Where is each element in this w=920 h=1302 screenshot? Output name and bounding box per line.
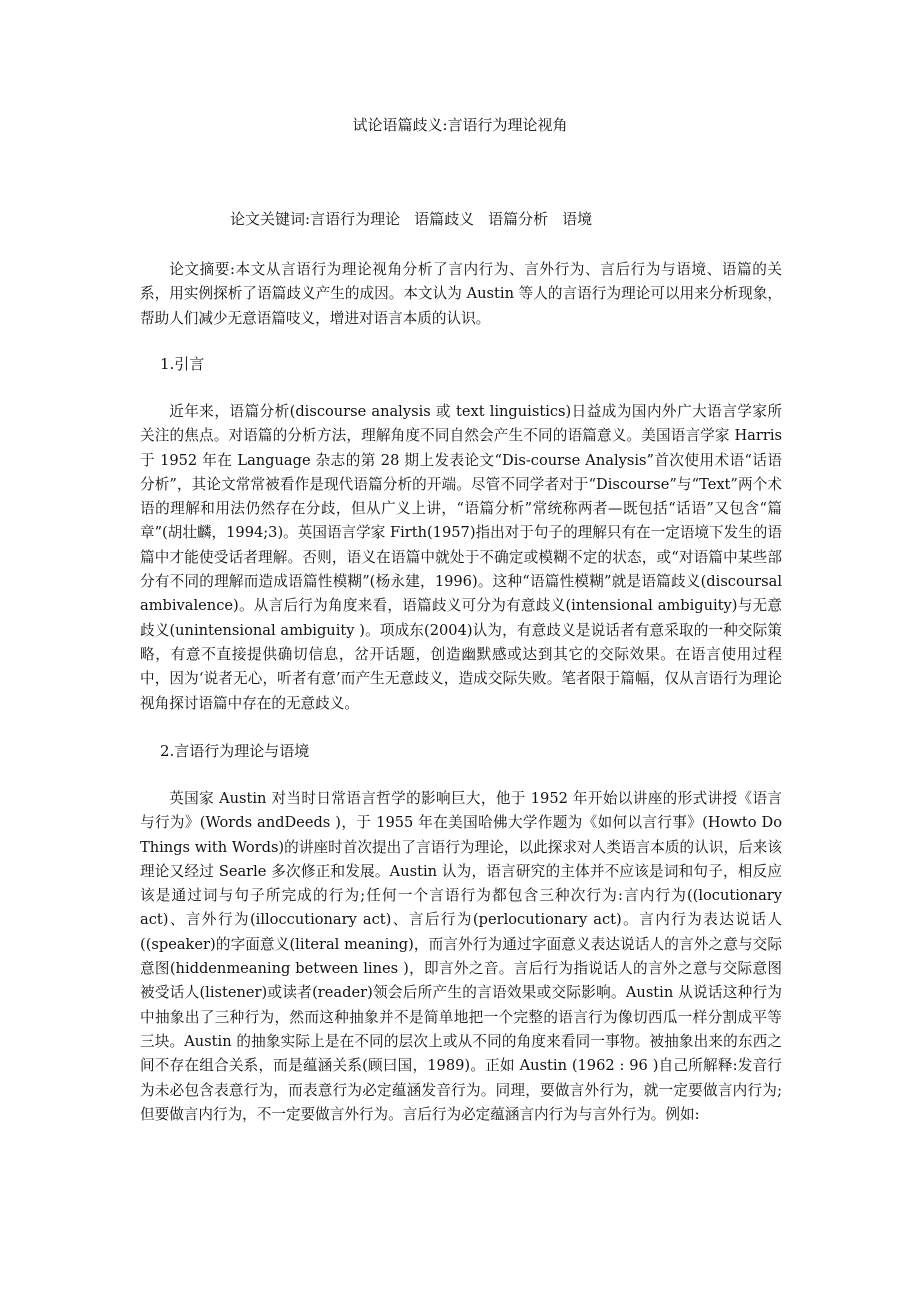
body-paragraph: 英国家 Austin 对当时日常语言哲学的影响巨大，他于 1952 年开始以讲座的形式讲授《语言与行为》(Words andDeeds )，于 1955 年在美国哈佛大学作题为《如何以言行事》(Howto Do Things with Words)的讲座时首次提出了言语行为理论，以此探求对人类语言本质的认识，后来该理论又经过 Searle 多次修正和发展。Austin 认为，语言研究的主体并不应该是词和句子，相反应该是通过词与句子所完成的行为;任何一个言语行为都包含三种次行为:言内行为((locutionary act)、言外行为(illoccutionary act)、言后行为(perlocutionary act)。言内行为表达说话人((speaker)的字面意义(literal meaning)，而言外行为通过字面意义表达说话人的言外之意与交际意图(hiddenmeaning between lines )，即言外之音。言后行为指说话人的言外之意与交际意图被受话人(listener)或读者(reader)领会后所产生的言语效果或交际影响。Austin 从说话这种行为中抽象出了三种行为，然而这种抽象并不是简单地把一个完整的语言行为像切西瓜一样分割成平等三块。Austin 的抽象实际上是在不同的层次上或从不同的角度来看同一事物。被抽象出来的东西之间不存在组合关系，而是蕴涵关系(顾曰国，1989)。正如 Austin (1962 : 96 )自己所解释:发音行为未必包含表意行为，而表意行为必定蕴涵发音行为。同理，要做言外行为，就一定要做言内行为;但要做言内行为，不一定要做言外行为。言后行为必定蕴涵言内行为与言外行为。例如: — [140, 790, 782, 1123]
keyword: 语篇分析 — [488, 210, 549, 228]
keyword: 语篇歧义 — [414, 210, 475, 228]
section-heading: 2.言语行为理论与语境 — [160, 742, 310, 760]
keywords-label: 论文关键词: — [230, 210, 311, 228]
paper-title: 试论语篇歧义:言语行为理论视角 — [352, 116, 568, 134]
keyword: 语境 — [562, 210, 593, 228]
keywords-line — [230, 207, 592, 231]
body-paragraph: 近年来，语篇分析(discourse analysis 或 text linguistics)日益成为国内外广大语言学家所关注的焦点。对语篇的分析方法，理解角度不同自然会产生不同的语篇意义。美国语言学家 Harris 于 1952 年在 Language 杂志的第 28 期上发表论文“Dis-course Analysis”首次使用术语“话语分析”，其论文常常被看作是现代语篇分析的开端。尽管不同学者对于“Discourse”与“Text”两个术语的理解和用法仍然存在分歧，但从广义上讲，“语篇分析”常统称两者—既包括“话语”又包含“篇章”(胡壮麟，1994;3)。英国语言学家 Firth(1957)指出对于句子的理解只有在一定语境下发生的语篇中才能使受话者理解。否则，语义在语篇中就处于不确定或模糊不定的状态，或“对语篇中某些部分有不同的理解而造成语篇性模糊”(杨永建，1996)。这种“语篇性模糊”就是语篇歧义(discoursal ambivalence)。从言后行为角度来看，语篇歧义可分为有意歧义(intensional ambiguity)与无意歧义(unintensional ambiguity )。项成东(2004)认为，有意歧义是说话者有意采取的一种交际策略，有意不直接提供确切信息，岔开话题，创造幽默感或达到其它的交际效果。在语言使用过程中，因为‘说者无心，听者有意’而产生无意歧义，造成交际失败。笔者限于篇幅，仅从言语行为理论视角探讨语篇中存在的无意歧义。 — [140, 403, 782, 712]
abstract-paragraph: 论文摘要:本文从言语行为理论视角分析了言内行为、言外行为、言后行为与语境、语篇的关系，用实例探析了语篇歧义产生的成因。本文认为 Austin 等人的言语行为理论可以用来分析现象，帮助人们减少无意语篇吱义，增进对语言本质的认识。 — [140, 261, 782, 327]
keyword: 言语行为理论 — [310, 210, 401, 228]
section-heading: 1.引言 — [160, 355, 205, 373]
